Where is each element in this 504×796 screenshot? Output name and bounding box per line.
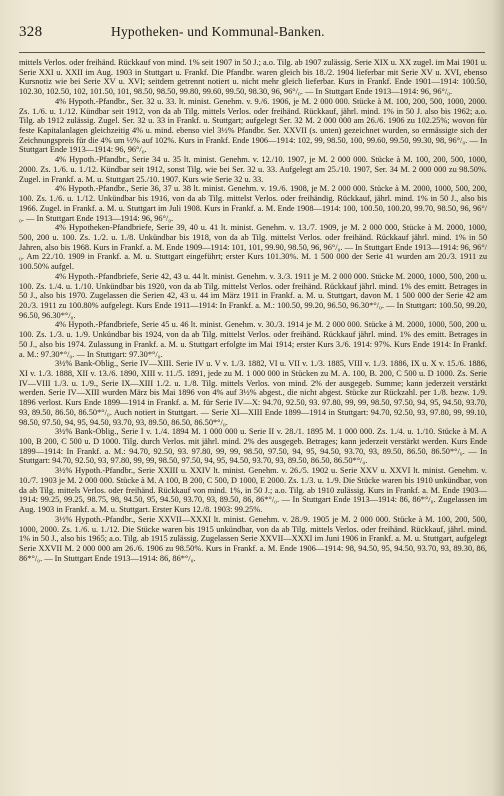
paragraph: 3½% Hypoth.-Pfandbr., Serie XXVII—XXXI lt. minist. Genehm. v. 28./9. 1905 je M. 2 000 000. Stücke à M. 100, 200, 500, 1000, 2000. Zs. 1./6. u. 1./12. Die Stücke waren bis 1915 unkündbar, von da ab Tilg. mittels Verlos. oder freihänd. Rückkauf, jährl. mind. 1% in 50 J., also bis 1965; a.o. Tilg. ab 1915 zulässig. Zugelassen Serie XXVII—XXXI im Juni 1906 in Frankf. a. M. u. Stuttgart, aufgelegt Serie XXVII M. 2 000 000 am 26./6. 1906 zu 98.50%. Kurs in Frankf. a. M. Ende 1906—1914: 98, 94.50, 95, 94.50, 93.70, 93, 89.30, 86, 86*°/₀. — In Stuttgart Ende 1913—1914: 86, 86*°/₀. [19,514,487,563]
page-number: 328 [19,24,43,40]
body-text [19,58,487,786]
page-header [19,24,495,50]
page-edge-shadow [492,0,504,796]
header-rule [19,52,485,53]
paragraph: 3½% Bank-Oblig., Serie I v. 1./4. 1894 M. 1 000 000 u. Serie II v. 28./1. 1895 M. 1 000 000. Zs. 1./4. u. 1./10. Stücke à M. A 100, B 200, C 500 u. D 1000. Tilg. durch Verlos. mit jährl. mind. 2% des ausgegeb. Betrages; kann jederzeit verstärkt werden. Kurs Ende 1899—1914: In Frankf. a. M.: 94.70, 92.50, 93. 97.80, 99, 99, 98.50, 97.50, 94, 95, 94.50, 93.70, 93, 89.50, 86.50, 86.50*°/₀. — In Stuttgart: 94.70, 92.50, 93, 97.80, 99, 99, 98.50, 97.50, 94, 95, 94.50, 93.70, 93, 89.50, 86.50, 86.50*°/₀. [19,427,487,466]
paragraph: 4% Hypoth.-Pfandbr., Ser. 32 u. 33. lt. minist. Genehm. v. 9./6. 1906, je M. 2 000 000. Stücke à M. 100, 200, 500, 1000, 2000. Zs. 1./6. u. 1./12. Kündbar seit 1912, von da ab Tilg. mittels Verlos. oder freihänd. Rückkauf, jährl. mind. 1% in 50 J. also bis 1962; a.o. Tilg. ab 1912 zulässig. Zugel. Ser. 32 u. 33 in Frankf. u. Stuttgart; aufgelegt Ser. 32 M. 2 000 000 am 26./6. 1906 zu 102.25%; wovon für feste Kapitalanlagen gleichzeitig 4% u. mind. ebenso viel 3½% Pfandbr. Ser. XXVII (s. unten) gezeichnet wurden, so ermässigte sich der Zeichnungspreis für die 4% um ½% auf 102%. Kurs in Frankf. Ende 1906—1914: 102, 99, 98.50, 100, 99.60, 99.50, 99.30, 98, 96°/₀. — In Stuttgart Ende 1913—1914: 96, 96°/₀. [19,96,487,155]
paragraph: 4% Hypoth.-Pfandbriefe, Serie 45 u. 46 lt. minist. Genehm. v. 30./3. 1914 je M. 2 000 000. Stücke à M. 2000, 1000, 500, 200 u. 100. Zs. 1./3. u. 1./9. Unkündbar bis 1924, von da ab Tilg. mittelst Verlos. oder freihänd. Rückkauf jährl. mind. 1% des emitt. Betrages in 50 J., also bis 1974. Zulassung in Frankf. a. M. u. Stuttgart erfolgte im Mai 1914; erster Kurs 3./6. 1914: 97%. Kurs Ende 1914: In Frankf. a. M.: 97.30*°/₀. — In Stuttgart: 97.30*°/₀. [19,320,487,359]
paragraph: 4% Hypotheken-Pfandbriefe, Serie 39, 40 u. 41 lt. minist. Genehm. v. 13./7. 1909, je M. 2 000 000, Stücke à M. 2000, 1000, 500, 200 u. 100. Zs. 1./2. u. 1./8. Unkündbar bis 1918, von da ab Tilg. mittelst Verlos. oder freihänd. Rückkauf jährl. mind. 1% in 50 Jahren, also bis 1968. Kurs in Frankf. a. M. Ende 1909—1914: 101, 101, 99.90, 98.50, 96, 96°/₀. — In Stuttgart Ende 1913—1914: 96, 96°/₀. Am 22./10. 1909 in Frankf. a. M. u. Stuttgart eingeführt; erster Kurs 101.30%. M. 1 500 000 der Serie 41 wurden am 20./3. 1911 zu 100.50% aufgel. [19,223,487,272]
paragraph: 3½% Bank-Oblig., Serie IV—XIII. Serie IV u. V v. 1./3. 1882, VI u. VII v. 1./3. 1885, VIII v. 1./3. 1886, IX u. X v. 15./6. 1886, XI v. 1./3. 1888, XII v. 13./6. 1890, XIII v. 11./5. 1891, jede zu M. 1 000 000 in Stücken zu M. A. 100, B. 200, C 500 u. D 1000. Zs. Serie IV—VIII 1./3. u. 1./9., Serie IX—XIII 1./2. u. 1./8. Tilg. mittels Verlos. von mind. 2% der ausgegeb. Summe; kann jederzeit verstärkt werden. Serie IV—XIII wurden März bis Mai 1896 von 4% auf 3½% abgest., die nicht abgest. Stücke zur Rückzahl. per 1./8. bezw. 1./9. 1896 verlost. Kurs Ende 1899—1914 in Frankf. a. M. für Serie IV—X: 94.70, 92.50, 93. 97.80, 99, 99, 98.50, 97.50, 94, 95, 94.50, 93.70, 93, 89.50, 86.50, 86.50*°/₀. Auch notiert in Stuttgart. — Serie XI—XIII Ende 1899—1914 in Stuttgart: 94.70, 92.50, 93, 97.80, 99, 99.10, 98.50, 97.50, 94, 95, 94.50, 93.70, 93, 89.50, 86.50, 86.50*°/₀. [19,359,487,427]
paragraph: 4% Hypoth.-Pfandbr., Serie 36, 37 u. 38 lt. minist. Genehm. v. 19./6. 1908, je M. 2 000 000. Stücke à M. 2000, 1000, 500, 200, 100. Zs. 1./6. u. 1./12. Unkündbar bis 1916, von da ab Tilg. mittelst Verlos. oder freihändig. Rückkauf, jährl. mind. 1% in 50 J., also bis 1966. Zugel. in Frankf. a. M. u. Stuttgart im Juli 1908. Kurs in Frankf. a. M. Ende 1908—1914: 100, 100.50, 100.20, 99.70, 98.50, 96, 96°/₀. — In Stuttgart Ende 1913—1914: 96, 96°/₀. [19,184,487,223]
paragraph: 3½% Hypoth.-Pfandbr., Serie XXIII u. XXIV lt. minist. Genehm. v. 26./5. 1902 u. Serie XXV u. XXVI lt. minist. Genehm. v. 10./7. 1903 je M. 2 000 000. Stücke à M. A 100, B 200, C 500, D 1000, E 2000. Zs. 1./3. u. 1./9. Die Stücke waren bis 1910 unkündbar, von da ab Tilg. mittels Verlos. oder freihänd. Rückkauf von mind. 1%, in 50 J.; a.o. Tilg. ab 1910 zulässig. Kurs in Frankf. a. M. Ende 1903—1914: 99.25, 99.25, 98.75, 98, 94.50, 95, 94.50, 93.70, 93, 89.50, 86, 86*°/₀. — In Stuttgart Ende 1913—1914: 86, 86*°/₀. Zugelassen im Aug. 1903 in Frankf. a. M. u. Stuttgart. Erster Kurs 12./8. 1903: 99.25%. [19,466,487,515]
paragraph: 4% Hypoth.-Pfandbriefe, Serie 42, 43 u. 44 lt. minist. Genehm. v. 3./3. 1911 je M. 2 000 000. Stücke M. 2000, 1000, 500, 200 u. 100. Zs. 1./4. u. 1./10. Unkündbar bis 1920, von da ab Tilg. mittelst Verlos. oder freihänd. Rückkauf jährl. mind. 1% des emitt. Betrages in 50 J., also bis 1970. Zugelassen die Serien 42, 43 u. 44 im März 1911 in Frankf. a. M. u. Stuttgart, davon M. 1 500 000 der Serie 42 am 20./3. 1911 zu 100.80% aufgelegt. Kurs Ende 1911—1914: In Frankf. a. M.: 100.50, 99.20, 96.50, 96.30*°/₀. — In Stuttgart: 100.50, 99.20, 96.50, 96.30*°/₀. [19,271,487,320]
running-title: Hypotheken- und Kommunal-Banken. [111,24,325,39]
paragraph: mittels Verlos. oder freihänd. Rückkauf von mind. 1% seit 1907 in 50 J.; a.o. Tilg. ab 1907 zulässig. Serie XIX u. XX zugel. im Mai 1901 u. Serie XXI u. XXII im Aug. 1903 in Stuttgart u. Frankf. Die Pfandbr. waren gleich bis 18./2. 1904 lieferbar mit Serie XV u. XVI, ebenso Kursnotiz wie bei Serie XV u. XVI; seitdem getrennt notiert u. nicht mehr gleich lieferbar. Kurs in Frankf. Ende 1901—1914: 100.50, 102.30, 102.50, 102, 101.50, 101, 98.50, 98.50, 99.80, 99.60, 99.50, 98.30, 96, 96°/₀. — In Stuttgart Ende 1913—1914: 96, 96°/₀. [19,58,487,97]
paragraph: 4% Hypoth.-Pfandbr., Serie 34 u. 35 lt. minist. Genehm. v. 12./10. 1907, je M. 2 000 000. Stücke à M. 100, 200, 500, 1000, 2000. Zs. 1./6. u. 1./12. Kündbar seit 1912, sonst Tilg. wie bei Ser. 32 u. 33. Aufgelegt am 25./10. 1907, Ser. 34 M. 2 000 000 zu 98.50%. Zugel. in Frankf. a. M. u. Stuttgart 25./10. 1907. Kurs wie Serie 32 u. 33. [19,155,487,184]
